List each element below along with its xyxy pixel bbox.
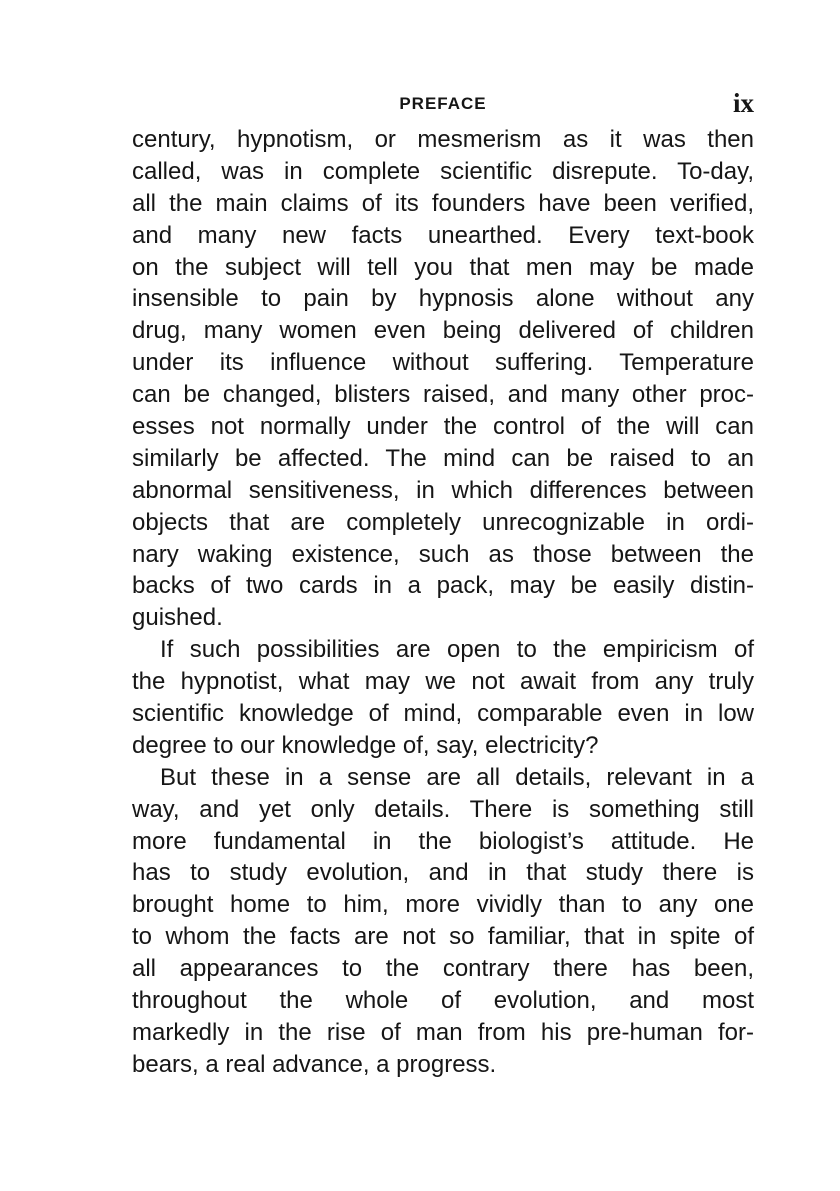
- text-line: scientific knowledge of mind, comparable even in low: [132, 700, 754, 728]
- text-line: abnormal sensitiveness, in which differences between: [132, 476, 754, 504]
- text-line: similarly be affected. The mind can be raised to an: [132, 444, 754, 472]
- text-line: and many new facts unearthed. Every text-book: [132, 221, 754, 249]
- page-number: ix: [732, 88, 754, 118]
- text-line: brought home to him, more vividly than to any one: [132, 891, 754, 919]
- text-line: has to study evolution, and in that study there is: [132, 859, 754, 887]
- text-line: esses not normally under the control of the will can: [132, 413, 754, 441]
- text-line: the hypnotist, what may we not await from any truly: [132, 668, 754, 696]
- text-line: can be changed, blisters raised, and many other proc-: [132, 381, 754, 409]
- text-line: drug, many women even being delivered of children: [132, 317, 754, 345]
- text-line: all the main claims of its founders have been verified,: [132, 189, 754, 217]
- text-line: guished.: [132, 604, 223, 632]
- text-line: called, was in complete scientific disrepute. To-day,: [132, 157, 754, 185]
- text-line: But these in a sense are all details, relevant in a: [160, 763, 754, 791]
- text-line: backs of two cards in a pack, may be easily distin-: [132, 572, 754, 600]
- text-line: objects that are completely unrecognizable in ordi-: [132, 508, 754, 536]
- body-text: [132, 124, 754, 1081]
- text-line: on the subject will tell you that men may be made: [132, 253, 754, 281]
- text-line: nary waking existence, such as those between the: [132, 540, 754, 568]
- text-line: all appearances to the contrary there has been,: [132, 955, 754, 983]
- text-line: bears, a real advance, a progress.: [132, 1050, 497, 1078]
- text-line: way, and yet only details. There is something still: [132, 795, 754, 823]
- paragraph: [132, 634, 754, 762]
- running-head: [132, 90, 754, 120]
- text-line: markedly in the rise of man from his pre-human for-: [132, 1018, 754, 1046]
- text-line: insensible to pain by hypnosis alone without any: [132, 285, 754, 313]
- paragraph: [132, 762, 754, 1081]
- text-line: under its influence without suffering. Temperature: [132, 349, 754, 377]
- paragraph: [132, 124, 754, 634]
- text-line: If such possibilities are open to the empiricism of: [160, 636, 754, 664]
- text-line: century, hypnotism, or mesmerism as it was then: [132, 126, 754, 153]
- text-line: more fundamental in the biologist’s attitude. He: [132, 827, 754, 855]
- running-title: PREFACE: [399, 94, 487, 113]
- text-line: throughout the whole of evolution, and most: [132, 987, 754, 1015]
- text-line: to whom the facts are not so familiar, that in spite of: [132, 923, 754, 951]
- text-line: degree to our knowledge of, say, electricity?: [132, 731, 599, 759]
